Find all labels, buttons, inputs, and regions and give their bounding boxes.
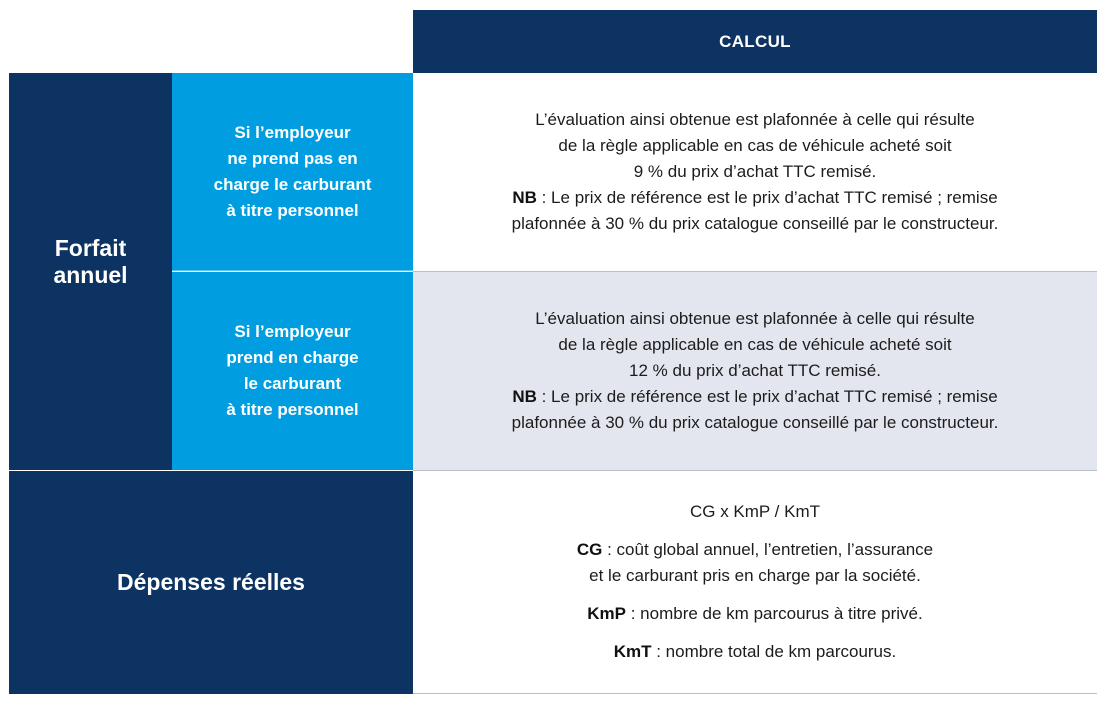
nb-term: NB (512, 387, 537, 406)
text-line: de la règle applicable en cas de véhicule acheté soit (558, 136, 952, 155)
nb-note (512, 185, 999, 237)
definition-text: : nombre de km parcourus à titre privé. (626, 604, 923, 623)
text-line: de la règle applicable en cas de véhicule acheté soit (558, 335, 952, 354)
nb-text: : Le prix de référence est le prix d’achat TTC remisé ; remise (536, 188, 998, 207)
term-kmp: KmP (587, 604, 627, 623)
sub-label-line: ne prend pas en (227, 148, 358, 168)
term-kmt: KmT (613, 642, 652, 661)
forfait-line-2: annuel (53, 261, 128, 288)
column-header-calcul (413, 10, 1097, 73)
header-label: CALCUL (719, 31, 791, 51)
definition-kmt (614, 639, 897, 665)
row-label-depenses-reelles (9, 471, 413, 694)
calcul-cell-avec-carburant (413, 272, 1097, 471)
text-line: L’évaluation ainsi obtenue est plafonnée à celle qui résulte (535, 110, 975, 129)
text-line: 9 % du prix d’achat TTC remisé. (633, 162, 877, 181)
nb-text: plafonnée à 30 % du prix catalogue conseillé par le constructeur. (511, 413, 999, 432)
row-label-forfait-annuel (9, 73, 172, 470)
definition-kmp (587, 601, 922, 627)
calcul-cell-sans-carburant (413, 73, 1097, 272)
evaluation-text (535, 107, 975, 185)
sub-label-line: à titre personnel (226, 200, 359, 220)
sub-label-line: le carburant (243, 374, 342, 393)
nb-text: : Le prix de référence est le prix d’achat TTC remisé ; remise (536, 387, 998, 406)
definition-text: et le carburant pris en charge par la société. (589, 566, 921, 585)
evaluation-text (535, 306, 975, 384)
nb-term: NB (512, 188, 537, 207)
calcul-cell-depenses-reelles (413, 471, 1097, 694)
sub-row-label-avec-carburant (172, 272, 413, 470)
sub-row-label-sans-carburant (172, 73, 413, 271)
sub-label-line: Si l’employeur (234, 322, 351, 341)
definition-cg (577, 537, 933, 589)
term-cg: CG (576, 540, 603, 559)
nb-note (512, 384, 999, 436)
sub-label-line: à titre personnel (226, 400, 359, 419)
forfait-line-1: Forfait (54, 234, 127, 261)
sub-label-line: prend en charge (226, 348, 359, 367)
definition-text: : nombre total de km parcourus. (651, 642, 897, 661)
formula: CG x KmP / KmT (689, 502, 821, 521)
depenses-label: Dépenses réelles (117, 569, 305, 595)
text-line: L’évaluation ainsi obtenue est plafonnée à celle qui résulte (535, 309, 975, 328)
definition-text: : coût global annuel, l’entretien, l’assurance (602, 540, 934, 559)
nb-text: plafonnée à 30 % du prix catalogue conseillé par le constructeur. (511, 214, 999, 233)
sub-label-line: Si l’employeur (234, 122, 351, 142)
sub-label-line: charge le carburant (213, 174, 372, 194)
text-line: 12 % du prix d’achat TTC remisé. (629, 361, 881, 380)
